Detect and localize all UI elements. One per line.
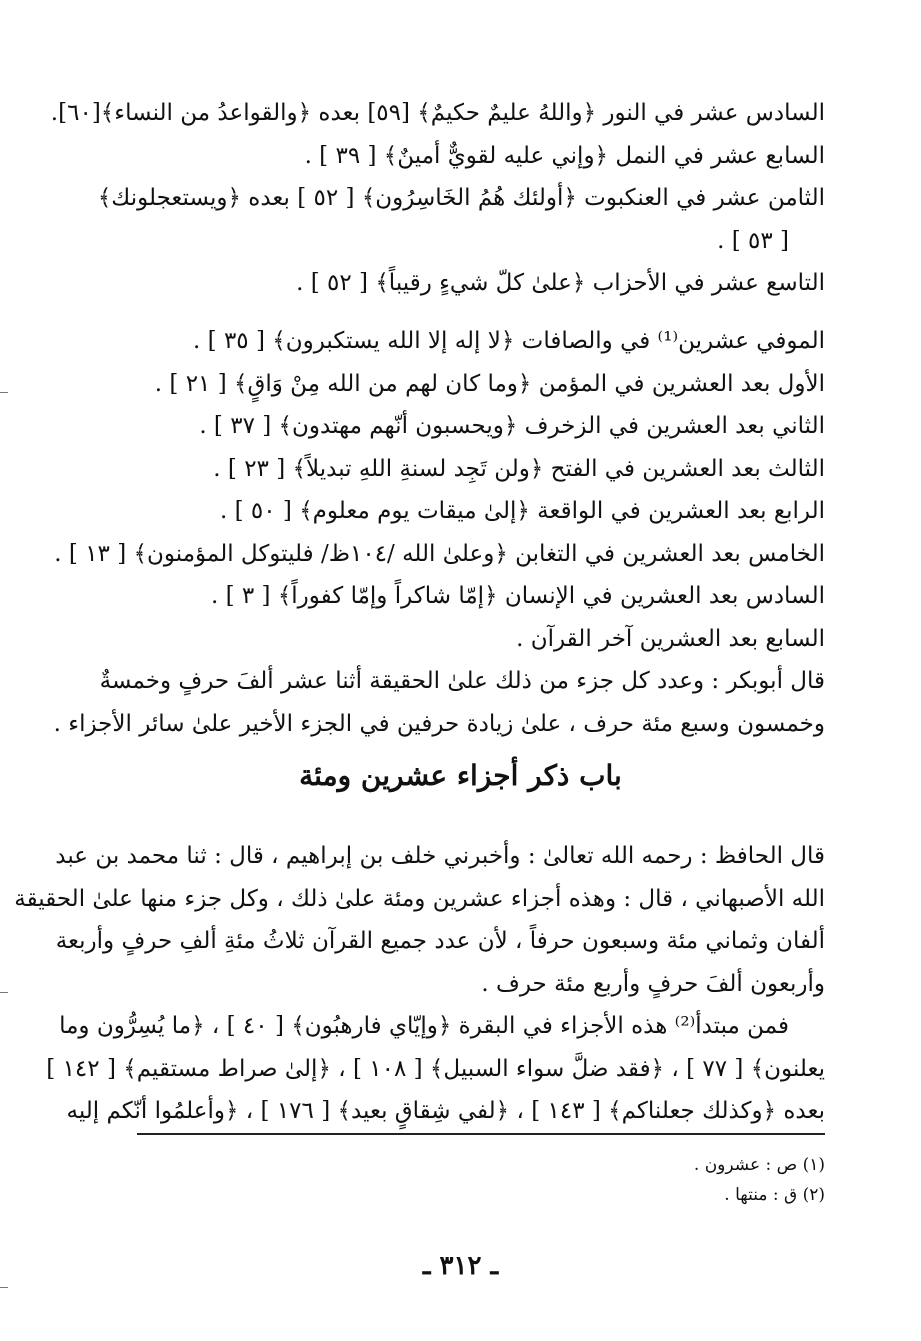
text-line: الثاني بعد العشرين في الزخرف ﴿ويحسبون أنّهم مهتدون﴾ [ ٣٧ ] . — [199, 413, 825, 439]
text-line: قال أبوبكر : وعدد كل جزء من ذلك علىٰ الحقيقة أثنا عشر ألفَ حرفٍ وخمسةٌ — [99, 668, 825, 694]
text-line: الخامس بعد العشرين في التغابن ﴿وعلىٰ الله /١٠٤ظ/ فليتوكل المؤمنون﴾ [ ١٣ ] . — [54, 540, 825, 567]
footnote-divider — [137, 1133, 825, 1135]
text-line: الثالث بعد العشرين في الفتح ﴿ولن تَجِد لسنةِ اللهِ تبديلاً﴾ [ ٢٣ ] . — [213, 455, 825, 482]
text-line: التاسع عشر في الأحزاب ﴿علىٰ كلّ شيءٍ رقيباً﴾ [ ٥٢ ] . — [296, 270, 825, 296]
text-line: الله الأصبهاني ، قال : وهذه أجزاء عشرين ومئة علىٰ ذلك ، وكل جزء منها علىٰ الحقيقة — [14, 885, 825, 912]
text-line: الأول بعد العشرين في المؤمن ﴿وما كان لهم من الله مِنْ وَاقٍ﴾ [ ٢١ ] . — [154, 370, 825, 397]
footnote: (١) ص : عشرون . — [693, 1155, 825, 1175]
text-line: يعلنون﴾ [ ٧٧ ] ، ﴿فقد ضلَّ سواء السبيل﴾ [ ١٠٨ ] ، ﴿إلىٰ صراط مستقيم﴾ [ ١٤٢ ] — [46, 1055, 825, 1082]
text-block-juz-list-2 — [53, 320, 825, 745]
text-line: الرابع بعد العشرين في الواقعة ﴿إلىٰ ميقات يوم معلوم﴾ [ ٥٠ ] . — [219, 498, 825, 524]
text-line: وخمسون وسبع مئة حرف ، علىٰ زيادة حرفين في الجزء الأخير علىٰ سائر الأجزاء . — [53, 710, 825, 737]
text-line: السادس بعد العشرين في الإنسان ﴿إمّا شاكراً وإمّا كفوراً﴾ [ ٣ ] . — [210, 583, 825, 609]
margin-mark — [0, 1287, 8, 1288]
text-line: وأربعون ألفَ حرفٍ وأربع مئة حرف . — [481, 970, 825, 997]
text-line: السادس عشر في النور ﴿واللهُ عليمٌ حكيمٌ﴾ [٥٩] بعده ﴿والقواعدُ من النساء﴾[٦٠]. — [50, 100, 825, 126]
section-heading: باب ذكر أجزاء عشرين ومئة — [299, 759, 622, 792]
text-line: [ ٥٣ ] . — [717, 227, 789, 254]
text-line: ألفان وثماني مئة وسبعون حرفاً ، لأن عدد جميع القرآن ثلاثُ مئةِ ألفِ حرفٍ وأربعة — [55, 928, 825, 954]
text-line: فمن مبتدأ⁽²⁾ هذه الأجزاء في البقرة ﴿وإيّاي فارهبُون﴾ [ ٤٠ ] ، ﴿ما يُسِرُّون وما — [59, 1013, 789, 1039]
text-line: الثامن عشر في العنكبوت ﴿أولئك هُمُ الخَاسِرُون﴾ [ ٥٢ ] بعده ﴿ويستعجلونك﴾ — [97, 185, 825, 211]
text-block-juz-list-1 — [50, 92, 825, 305]
margin-mark — [0, 392, 8, 393]
margin-mark — [0, 992, 8, 993]
footnotes — [125, 1150, 825, 1210]
text-line: الموفي عشرين⁽¹⁾ في والصافات ﴿لا إله إلا الله يستكبرون﴾ [ ٣٥ ] . — [193, 328, 825, 354]
text-line: السابع عشر في النمل ﴿وإني عليه لقويٌّ أمينٌ﴾ [ ٣٩ ] . — [304, 142, 825, 169]
text-block-paragraph — [14, 835, 825, 1133]
footnote: (٢) ق : منتها . — [724, 1185, 825, 1205]
text-line: السابع بعد العشرين آخر القرآن . — [516, 625, 825, 652]
page-number: ـ ٣١٢ ـ — [422, 1251, 499, 1281]
text-line: بعده ﴿وكذلك جعلناكم﴾ [ ١٤٣ ] ، ﴿لفي شِقاقٍ بعيد﴾ [ ١٧٦ ] ، ﴿وأعلمُوا أنّكم إليه — [66, 1098, 825, 1124]
text-line: قال الحافظ : رحمه الله تعالىٰ : وأخبرني خلف بن إبراهيم ، قال : ثنا محمد بن عبد — [55, 843, 825, 869]
